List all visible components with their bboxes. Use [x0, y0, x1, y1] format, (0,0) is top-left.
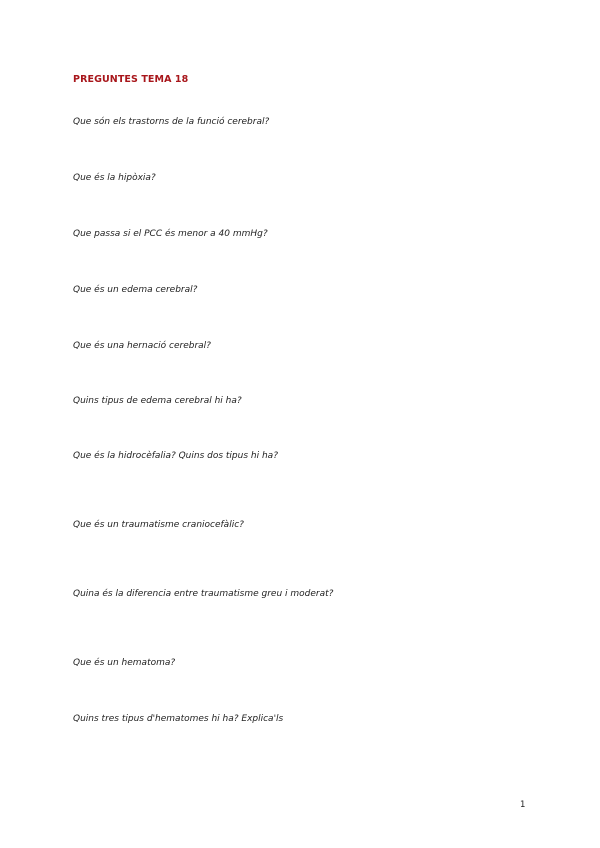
question-3: Que passa si el PCC és menor a 40 mmHg? — [73, 229, 268, 239]
question-10: Que és un hematoma? — [73, 658, 176, 668]
question-9: Quina és la diferencia entre traumatisme greu i moderat? — [73, 589, 334, 599]
page-title: PREGUNTES TEMA 18 — [73, 74, 189, 85]
question-8: Que és un traumatisme craniocefàlic? — [73, 520, 244, 530]
question-1: Que són els trastorns de la funció cerebral? — [73, 117, 270, 127]
page-number: 1 — [520, 800, 526, 810]
question-11: Quins tres tipus d'hematomes hi ha? Explica'ls — [73, 714, 284, 724]
question-5: Que és una hernació cerebral? — [73, 341, 211, 351]
question-7: Que és la hidrocèfalia? Quins dos tipus hi ha? — [73, 451, 278, 461]
question-4: Que és un edema cerebral? — [73, 285, 198, 295]
question-6: Quins tipus de edema cerebral hi ha? — [73, 396, 242, 406]
question-2: Que és la hipòxia? — [73, 173, 156, 183]
